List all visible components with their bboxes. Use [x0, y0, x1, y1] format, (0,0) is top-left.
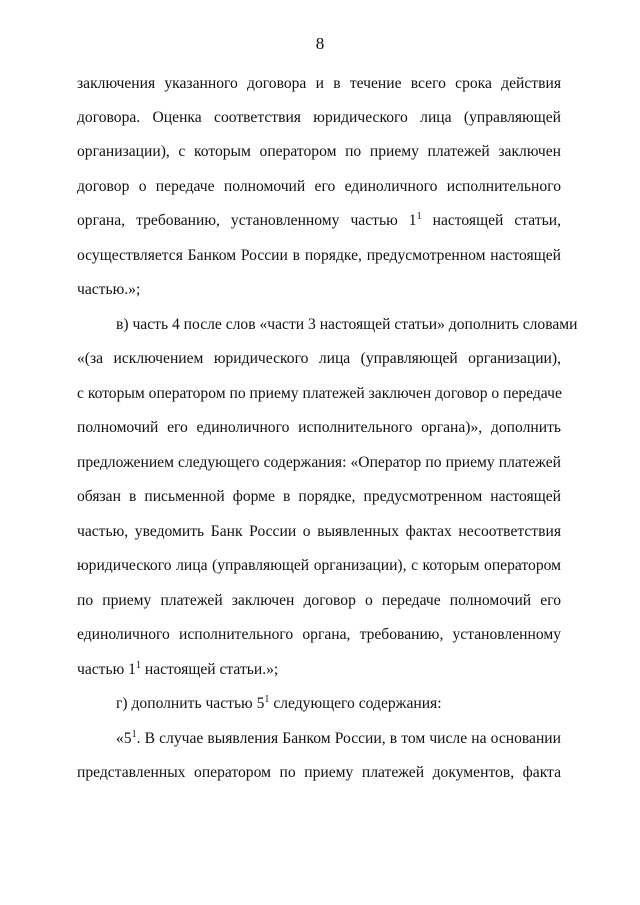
text-line: единоличного исполнительного органа, требованию, установленному [77, 626, 561, 643]
text-line: в) часть 4 после слов «части 3 настоящей статьи» дополнить словами [116, 316, 578, 333]
text-line: частью, уведомить Банк России о выявленных фактах несоответствия [77, 523, 561, 540]
text-line: частью.»; [77, 281, 141, 298]
superscript: 1 [416, 211, 422, 222]
text-line: договор о передаче полномочий его единоличного исполнительного [77, 178, 561, 195]
text-line: юридического лица (управляющей организации), с которым оператором [77, 557, 561, 574]
text-line: «(за исключением юридического лица (управляющей организации), [77, 350, 561, 367]
text-line: обязан в письменной форме в порядке, предусмотренном настоящей [77, 488, 561, 505]
text-line: органа, требованию, установленному частью $1^1$ настоящей статьи, [77, 211, 561, 229]
text-line: договора. Оценка соответствия юридического лица (управляющей [77, 109, 561, 126]
text-line: осуществляется Банком России в порядке, предусмотренном настоящей [77, 247, 561, 264]
superscript: 1 [131, 729, 137, 740]
text-line: заключения указанного договора и в течение всего срока действия [77, 75, 561, 92]
text-line: полномочий его единоличного исполнительного органа)», дополнить [77, 419, 561, 436]
text-line: «$5^1$. В случае выявления Банком России, в том числе на основании [116, 729, 561, 747]
text-line: по приему платежей заключен договор о передаче полномочий его [77, 592, 561, 609]
text-line: г) дополнить частью $5^1$ следующего содержания: [116, 694, 442, 712]
text-line: организации), с которым оператором по приему платежей заключен [77, 143, 561, 160]
page-number: 8 [315, 34, 325, 53]
superscript: 1 [264, 694, 270, 705]
text-line: предложением следующего содержания: «Оператор по приему платежей [77, 454, 561, 471]
text-line: представленных оператором по приему платежей документов, факта [77, 764, 561, 781]
text-line: частью $1^1$ настоящей статьи.»; [77, 660, 279, 678]
superscript: 1 [135, 660, 141, 671]
text-line: с которым оператором по приему платежей заключен договор о передаче [77, 385, 562, 402]
